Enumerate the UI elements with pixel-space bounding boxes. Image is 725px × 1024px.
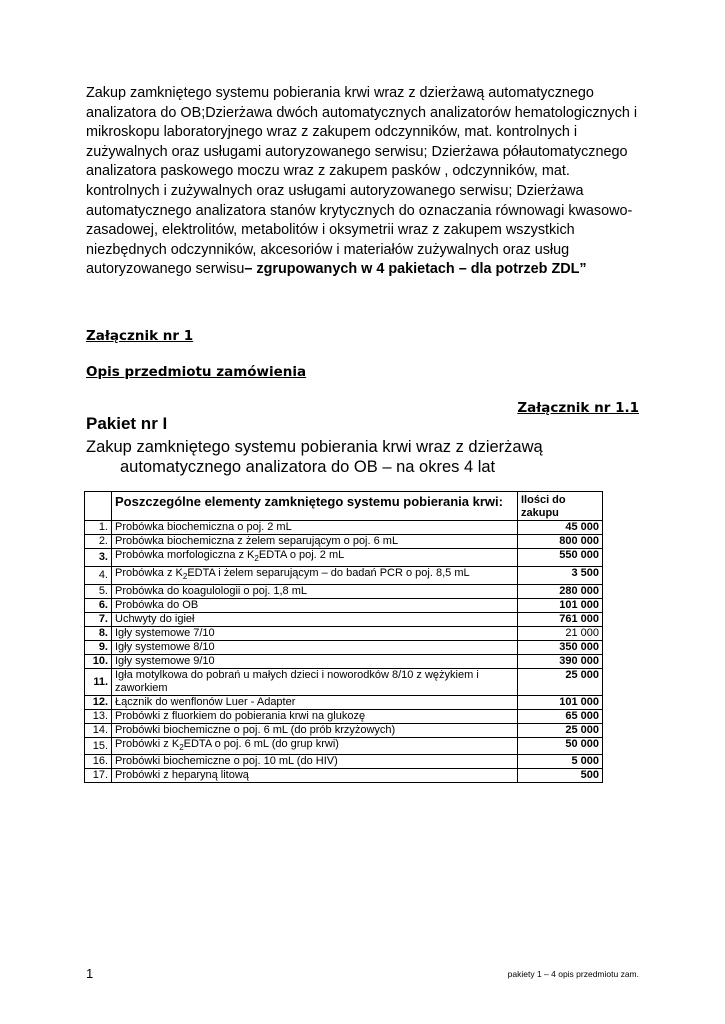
row-number: 6. (85, 599, 112, 613)
row-item-name: Probówki z fluorkiem do pobierania krwi na glukozę (112, 710, 518, 724)
row-quantity: 50 000 (518, 738, 603, 755)
table-row (85, 710, 603, 724)
row-number: 12. (85, 696, 112, 710)
header-elements: Poszczególne elementy zamkniętego systemu pobierania krwi: (112, 492, 518, 521)
annex-sub-heading: Załącznik nr 1.1 (517, 400, 639, 416)
item-name-subscript: 2 (179, 743, 184, 753)
table-row (85, 755, 603, 769)
package-subtitle-line1: Zakup zamkniętego systemu pobierania krwi wraz z dzierżawą (86, 438, 543, 456)
row-quantity: 390 000 (518, 655, 603, 669)
row-number: 7. (85, 613, 112, 627)
row-number: 4. (85, 567, 112, 585)
row-quantity: 280 000 (518, 585, 603, 599)
item-name-part: Probówki z K (115, 738, 180, 750)
row-number: 14. (85, 724, 112, 738)
table-row (85, 669, 603, 696)
table-row (85, 585, 603, 599)
row-quantity: 5 000 (518, 755, 603, 769)
footer-text: pakiety 1 – 4 opis przedmiotu zam. (507, 969, 639, 979)
annex-heading: Załącznik nr 1 (86, 328, 194, 344)
row-number: 13. (85, 710, 112, 724)
table-row (85, 521, 603, 535)
row-number: 10. (85, 655, 112, 669)
table-row (85, 567, 603, 585)
row-quantity: 65 000 (518, 710, 603, 724)
header-quantity: Ilości do zakupu (518, 492, 603, 521)
row-quantity: 761 000 (518, 613, 603, 627)
intro-bold-tail: – zgrupowanych w 4 pakietach – dla potrzeb ZDL” (244, 261, 587, 278)
row-number: 11. (85, 669, 112, 696)
table-row (85, 613, 603, 627)
row-quantity: 500 (518, 769, 603, 783)
row-number: 16. (85, 755, 112, 769)
row-item-name: Łącznik do wenflonów Luer - Adapter (112, 696, 518, 710)
row-item-name (112, 567, 518, 585)
table-row (85, 738, 603, 755)
table-row (85, 655, 603, 669)
row-quantity: 25 000 (518, 724, 603, 738)
row-item-name: Probówka biochemiczna o poj. 2 mL (112, 521, 518, 535)
header-number (85, 492, 112, 521)
table-row (85, 696, 603, 710)
table-header-row (85, 492, 603, 521)
row-number: 2. (85, 535, 112, 549)
row-item-name: Igły systemowe 9/10 (112, 655, 518, 669)
row-item-name: Probówka biochemiczna z żelem separującym o poj. 6 mL (112, 535, 518, 549)
row-number: 17. (85, 769, 112, 783)
table-row (85, 549, 603, 567)
row-number: 1. (85, 521, 112, 535)
item-name-part: EDTA o poj. 6 mL (do grup krwi) (183, 738, 339, 750)
item-name-subscript: 2 (182, 572, 188, 582)
row-number: 9. (85, 641, 112, 655)
item-name-part: Probówka morfologiczna z K (115, 549, 255, 562)
table-row (85, 724, 603, 738)
row-quantity: 101 000 (518, 696, 603, 710)
table-row (85, 535, 603, 549)
row-quantity: 550 000 (518, 549, 603, 567)
row-item-name: Uchwyty do igieł (112, 613, 518, 627)
table-row (85, 769, 603, 783)
page-number: 1 (86, 966, 94, 981)
row-item-name: Igły systemowe 7/10 (112, 627, 518, 641)
table-row (85, 599, 603, 613)
row-item-name: Probówki biochemiczne o poj. 10 mL (do HIV) (112, 755, 518, 769)
row-item-name: Probówka do OB (112, 599, 518, 613)
item-name-subscript: 2 (254, 554, 259, 564)
row-number: 3. (85, 549, 112, 567)
intro-text: Zakup zamkniętego systemu pobierania krwi wraz z dzierżawą automatycznego analizatora do OB;Dzierżawa dwóch automatycznych analizatorów hematologicznych i mikroskopu laboratoryjnego wraz z zakupem odczynników, mat. kontrolnych i zużywalnych oraz usługami autoryzowanego serwisu; Dzierżawa półautomatycznego analizatora paskowego moczu wraz z zakupem pasków , odczynników, mat. kontrolnych i zużywalnych oraz usługami autoryzowanego serwisu; Dzierżawa automatycznego analizatora stanów krytycznych do oznaczania równowagi kwasowo-zasadowej, elektrolitów, metabolitów i oksymetrii wraz z zakupem wszystkich niezbędnych odczynników, akcesoriów i materiałów zużywalnych oraz usług autoryzowanego serwisu (86, 85, 638, 278)
package-title: Pakiet nr I (86, 414, 168, 433)
item-name-part: Probówka z K (115, 567, 183, 580)
package-subtitle-line2: automatycznego analizatora do OB – na okres 4 lat (120, 458, 496, 476)
item-name-part: EDTA i żelem separującym – do badań PCR o poj. 8,5 mL (187, 567, 470, 580)
row-item-name (112, 738, 518, 755)
items-table (84, 491, 603, 783)
row-quantity: 25 000 (518, 669, 603, 696)
row-number: 15. (85, 738, 112, 755)
row-item-name: Probówki biochemiczne o poj. 6 mL (do prób krzyżowych) (112, 724, 518, 738)
row-item-name: Probówki z heparyną litową (112, 769, 518, 783)
row-quantity: 45 000 (518, 521, 603, 535)
table-row (85, 641, 603, 655)
row-item-name: Probówka do koagulologii o poj. 1,8 mL (112, 585, 518, 599)
order-description-heading: Opis przedmiotu zamówienia (86, 364, 307, 380)
row-quantity: 800 000 (518, 535, 603, 549)
row-item-name: Igły systemowe 8/10 (112, 641, 518, 655)
row-number: 5. (85, 585, 112, 599)
table-row (85, 627, 603, 641)
row-quantity: 3 500 (518, 567, 603, 585)
row-quantity: 350 000 (518, 641, 603, 655)
row-quantity: 101 000 (518, 599, 603, 613)
package-subtitle (86, 437, 646, 477)
item-name-part: EDTA o poj. 2 mL (258, 549, 345, 562)
intro-paragraph (86, 84, 646, 280)
row-item-name: Igła motylkowa do pobrań u małych dzieci i noworodków 8/10 z wężykiem i zaworkiem (112, 669, 518, 696)
row-quantity: 21 000 (518, 627, 603, 641)
row-number: 8. (85, 627, 112, 641)
row-item-name (112, 549, 518, 567)
